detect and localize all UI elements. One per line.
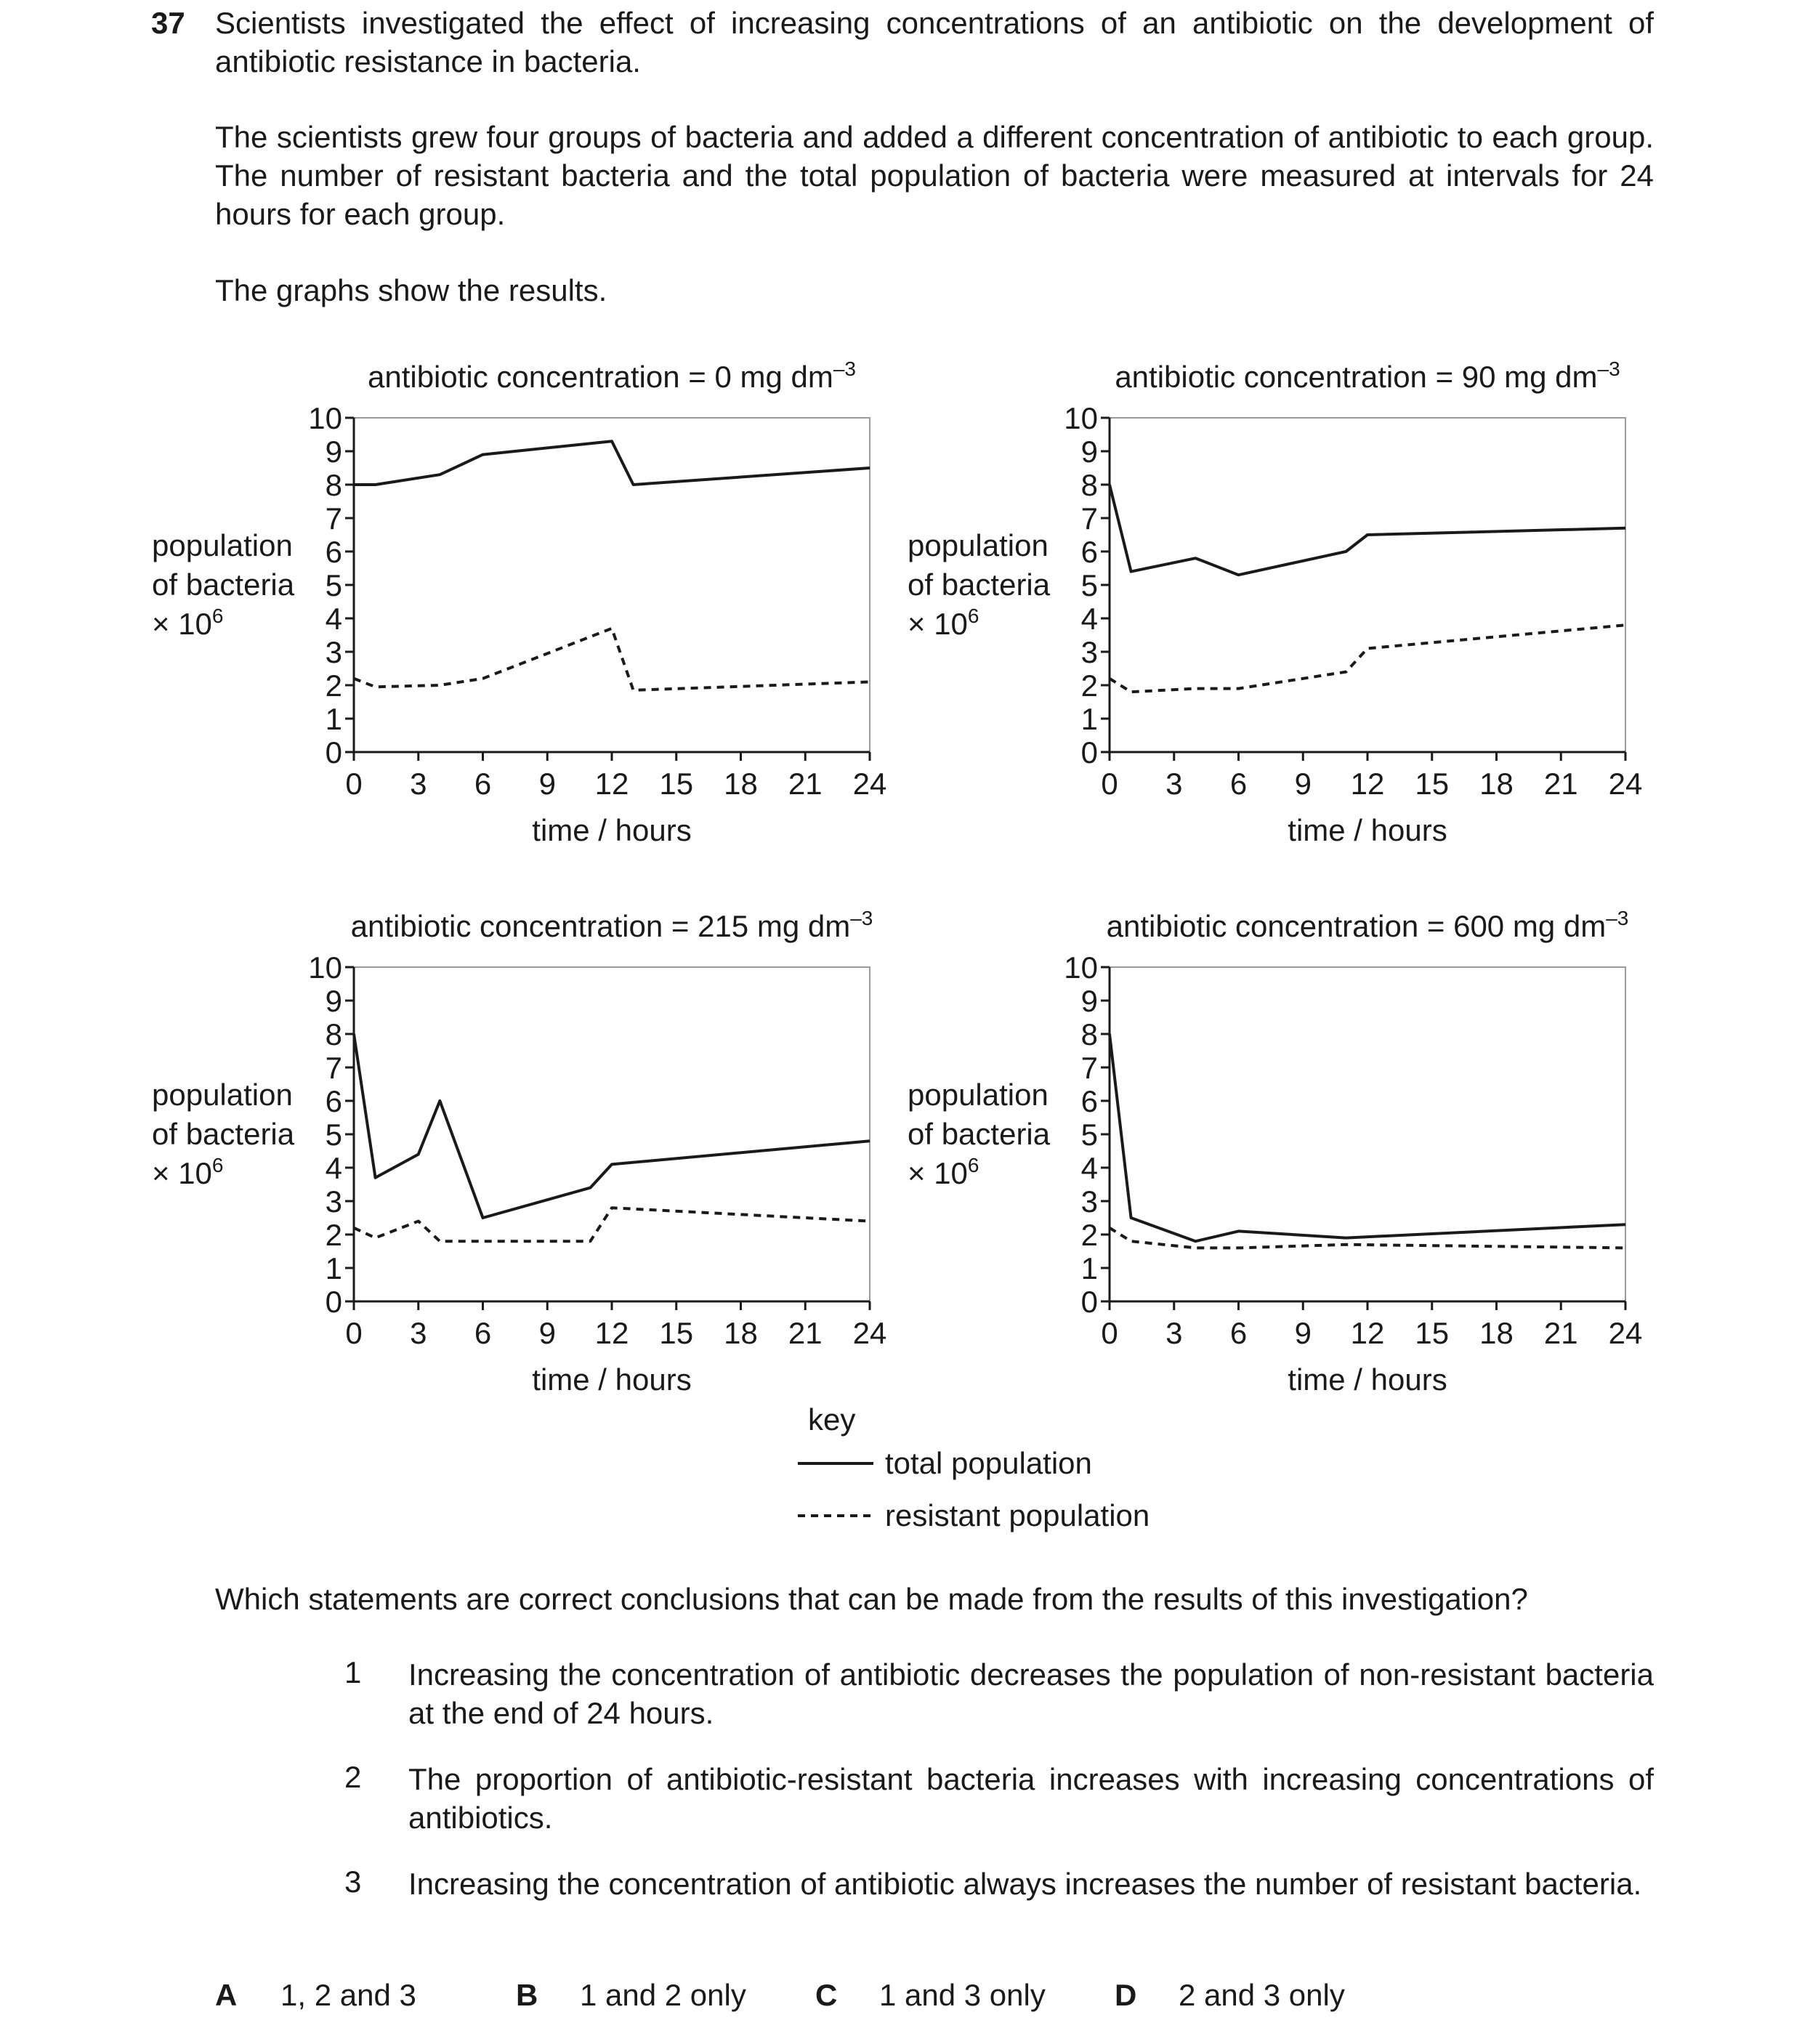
y-tick-label: 10 <box>1064 950 1098 985</box>
y-tick-label: 4 <box>325 1151 342 1185</box>
x-tick-label: 18 <box>1479 767 1514 801</box>
resistant-population-line <box>1110 625 1625 692</box>
y-tick-label: 8 <box>1080 468 1098 502</box>
y-tick-label: 10 <box>308 950 342 985</box>
y-axis-label: × $10^6$ <box>908 605 979 641</box>
y-tick-label: 6 <box>325 1084 342 1118</box>
y-tick-label: 5 <box>325 568 342 602</box>
y-tick-label: 7 <box>325 1051 342 1085</box>
y-tick-label: 2 <box>325 1218 342 1252</box>
x-tick-label: 12 <box>594 1316 629 1350</box>
y-tick-label: 8 <box>325 1017 342 1051</box>
key-total-label: total population <box>885 1446 1092 1480</box>
y-axis-label: × $10^6$ <box>908 1154 979 1190</box>
x-tick-label: 0 <box>345 1316 363 1350</box>
y-tick-label: 7 <box>1080 501 1098 536</box>
y-tick-label: 3 <box>1080 635 1098 669</box>
intro-paragraph-3: The graphs show the results. <box>215 273 607 307</box>
y-tick-label: 6 <box>1080 1084 1098 1118</box>
statement-2-text: The proportion of antibiotic-resistant bacteria increases with increasing concentrations of antibiotics. <box>408 1762 1654 1835</box>
plot-frame <box>1110 418 1625 752</box>
x-tick-label: 21 <box>788 767 823 801</box>
option-c-text[interactable]: 1 and 3 only <box>879 1978 1046 2012</box>
intro-paragraph-1: Scientists investigated the effect of increasing concentrations of an antibiotic on the development of antibiotic resistance in bacteria. <box>215 6 1654 78</box>
graph-title: antibiotic concentration = 600 mg $dm^{-3}$ <box>1106 907 1629 943</box>
x-tick-label: 6 <box>474 1316 492 1350</box>
y-axis-label: × $10^6$ <box>152 1154 224 1190</box>
y-tick-label: 0 <box>1080 735 1098 769</box>
y-tick-label: 0 <box>325 735 342 769</box>
x-tick-label: 0 <box>1101 1316 1118 1350</box>
y-tick-label: 6 <box>1080 535 1098 569</box>
graph-90 <box>0 342 1802 894</box>
x-tick-label: 9 <box>1294 1316 1312 1350</box>
total-population-line <box>1110 1034 1625 1241</box>
question-number: 37 <box>151 6 185 40</box>
y-tick-label: 10 <box>308 401 342 435</box>
x-tick-label: 0 <box>1101 767 1118 801</box>
key-solid-line-icon <box>798 1460 873 1467</box>
y-tick-label: 1 <box>1080 1251 1098 1285</box>
key-dashed-line-icon <box>798 1512 873 1519</box>
y-tick-label: 2 <box>325 668 342 703</box>
statement-1-number: 1 <box>344 1655 362 1689</box>
x-tick-label: 18 <box>1479 1316 1514 1350</box>
x-tick-label: 0 <box>345 767 363 801</box>
y-tick-label: 7 <box>325 501 342 536</box>
x-tick-label: 3 <box>1165 1316 1183 1350</box>
x-tick-label: 9 <box>1294 767 1312 801</box>
x-tick-label: 18 <box>724 767 758 801</box>
question-prompt: Which statements are correct conclusions that can be made from the results of this investigation? <box>215 1582 1528 1616</box>
y-tick-label: 2 <box>1080 668 1098 703</box>
x-tick-label: 15 <box>1415 1316 1450 1350</box>
y-axis-label: of bacteria <box>908 1117 1051 1151</box>
x-tick-label: 6 <box>1229 767 1248 801</box>
y-tick-label: 10 <box>1064 401 1098 435</box>
option-b-text[interactable]: 1 and 2 only <box>580 1978 746 2012</box>
x-tick-label: 15 <box>659 1316 694 1350</box>
graph-title: antibiotic concentration = 215 mg $dm^{-3}$ <box>350 907 873 943</box>
x-tick-label: 24 <box>1608 1316 1643 1350</box>
y-tick-label: 3 <box>325 1184 342 1219</box>
y-tick-label: 4 <box>1080 1151 1098 1185</box>
key-resistant-label: resistant population <box>885 1498 1150 1532</box>
x-tick-label: 3 <box>410 1316 427 1350</box>
intro-paragraph-2: The scientists grew four groups of bacteria and added a different concentration of antibiotic to each group. The number of resistant bacteria and the total population of bacteria were measured at intervals for 24 hours for each group. <box>215 120 1654 231</box>
key-total-row <box>798 1446 1092 1481</box>
plot-frame <box>1110 967 1625 1301</box>
x-tick-label: 21 <box>788 1316 823 1350</box>
y-axis-label: population <box>152 1078 293 1112</box>
x-tick-label: 9 <box>538 1316 556 1350</box>
y-tick-label: 3 <box>325 635 342 669</box>
y-tick-label: 1 <box>325 1251 342 1285</box>
x-axis-label: time / hours <box>532 1362 692 1397</box>
graph-600 <box>0 891 1802 1443</box>
y-tick-label: 4 <box>1080 602 1098 636</box>
x-tick-label: 12 <box>594 767 629 801</box>
x-tick-label: 15 <box>659 767 694 801</box>
x-tick-label: 3 <box>410 767 427 801</box>
option-a-text[interactable]: 1, 2 and 3 <box>280 1978 416 2012</box>
x-tick-label: 24 <box>1608 767 1643 801</box>
x-tick-label: 21 <box>1543 1316 1578 1350</box>
x-tick-label: 6 <box>1229 1316 1248 1350</box>
y-axis-label: × $10^6$ <box>152 605 224 641</box>
x-axis-label: time / hours <box>532 813 692 847</box>
option-d-text[interactable]: 2 and 3 only <box>1179 1978 1345 2012</box>
y-axis-label: population <box>908 528 1049 562</box>
statement-1-text: Increasing the concentration of antibiotic decreases the population of non-resistant bacteria at the end of 24 hours. <box>408 1657 1654 1730</box>
y-tick-label: 9 <box>325 984 342 1018</box>
y-tick-label: 5 <box>325 1118 342 1152</box>
y-axis-label: of bacteria <box>908 567 1051 602</box>
x-tick-label: 12 <box>1350 1316 1385 1350</box>
y-tick-label: 6 <box>325 535 342 569</box>
option-c-letter[interactable]: C <box>815 1978 838 2012</box>
y-tick-label: 9 <box>325 435 342 469</box>
x-tick-label: 24 <box>852 1316 887 1350</box>
y-tick-label: 8 <box>1080 1017 1098 1051</box>
statement-2-number: 2 <box>344 1760 362 1794</box>
y-tick-label: 0 <box>325 1285 342 1319</box>
y-axis-label: of bacteria <box>152 567 295 602</box>
y-axis-label: of bacteria <box>152 1117 295 1151</box>
y-tick-label: 1 <box>1080 702 1098 736</box>
y-tick-label: 1 <box>325 702 342 736</box>
y-tick-label: 4 <box>325 602 342 636</box>
option-b-letter[interactable]: B <box>516 1978 538 2012</box>
y-axis-label: population <box>152 528 293 562</box>
y-axis-label: population <box>908 1078 1049 1112</box>
x-tick-label: 18 <box>724 1316 758 1350</box>
option-a-letter[interactable]: A <box>215 1978 238 2012</box>
x-tick-label: 21 <box>1543 767 1578 801</box>
x-axis-label: time / hours <box>1288 1362 1447 1397</box>
x-tick-label: 12 <box>1350 767 1385 801</box>
x-tick-label: 3 <box>1165 767 1183 801</box>
y-tick-label: 2 <box>1080 1218 1098 1252</box>
y-tick-label: 7 <box>1080 1051 1098 1085</box>
y-tick-label: 8 <box>325 468 342 502</box>
key-title: key <box>808 1402 856 1437</box>
y-tick-label: 9 <box>1080 984 1098 1018</box>
y-tick-label: 5 <box>1080 568 1098 602</box>
x-tick-label: 24 <box>852 767 887 801</box>
y-tick-label: 3 <box>1080 1184 1098 1219</box>
statement-3-text: Increasing the concentration of antibiotic always increases the number of resistant bacteria. <box>408 1867 1642 1901</box>
option-d-letter[interactable]: D <box>1115 1978 1137 2012</box>
y-tick-label: 5 <box>1080 1118 1098 1152</box>
x-tick-label: 6 <box>474 767 492 801</box>
x-tick-label: 9 <box>538 767 556 801</box>
graph-title: antibiotic concentration = 90 mg $dm^{-3}$ <box>1115 358 1620 394</box>
y-tick-label: 9 <box>1080 435 1098 469</box>
total-population-line <box>1110 485 1625 575</box>
x-axis-label: time / hours <box>1288 813 1447 847</box>
y-tick-label: 0 <box>1080 1285 1098 1319</box>
statement-3-number: 3 <box>344 1865 362 1899</box>
graph-title: antibiotic concentration = 0 mg $dm^{-3}$ <box>367 358 857 394</box>
key-resistant-row <box>798 1498 1150 1533</box>
x-tick-label: 15 <box>1415 767 1450 801</box>
